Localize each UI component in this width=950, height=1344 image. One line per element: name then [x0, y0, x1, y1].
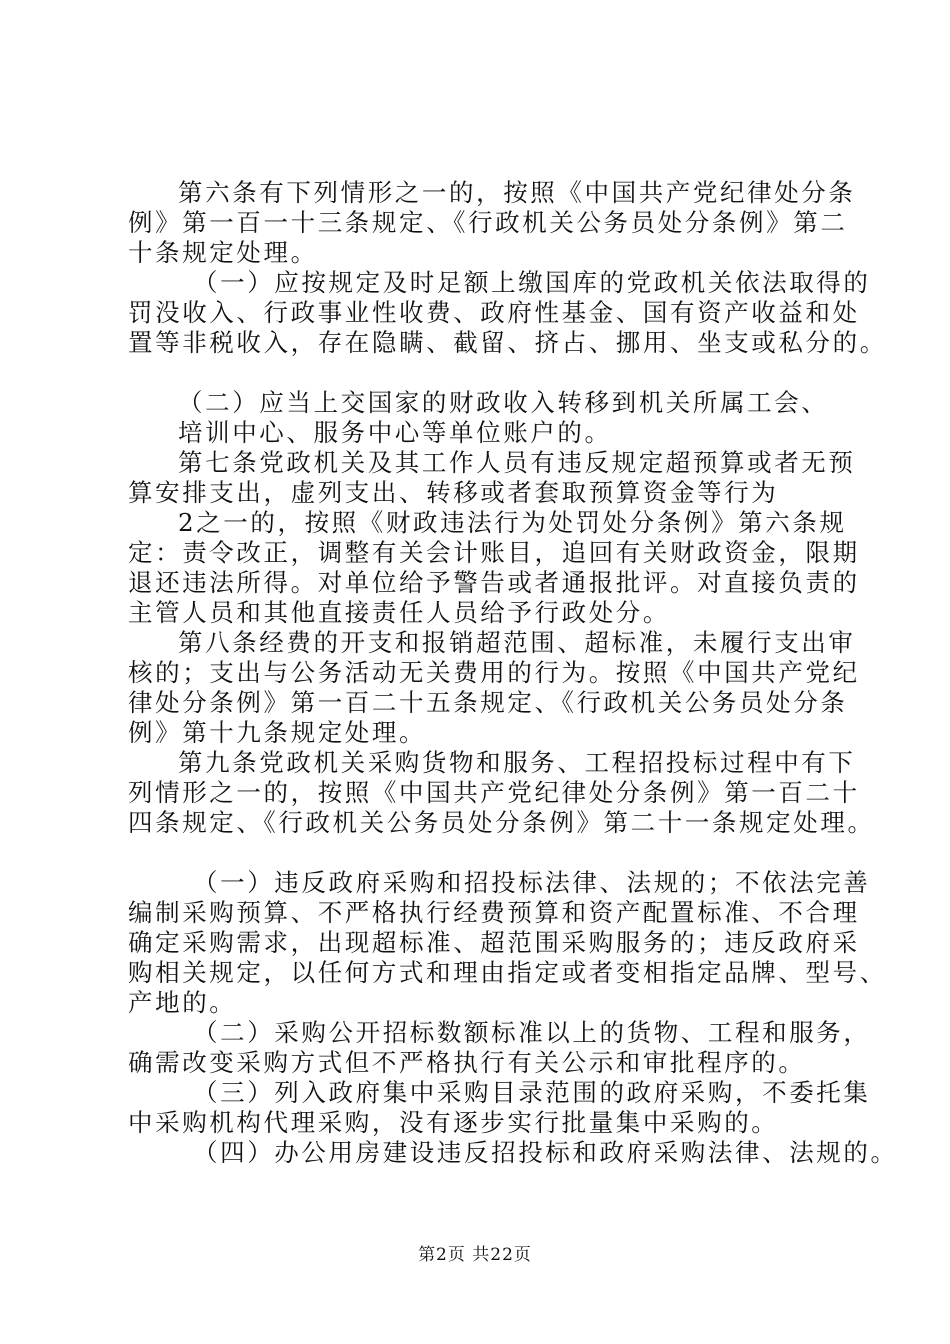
text-line: （三）列入政府集中采购目录范围的政府采购，不委托集 — [193, 1078, 871, 1107]
text-line: （一）应按规定及时足额上缴国库的党政机关依法取得的 — [193, 268, 871, 297]
text-line: 第七条党政机关及其工作人员有违反规定超预算或者无预 — [178, 448, 856, 477]
text-line: 律处分条例》第一百二十五条规定、《行政机关公务员处分条 — [128, 688, 848, 717]
text-line: 退还违法所得。对单位给予警告或者通报批评。对直接负责的 — [128, 568, 860, 597]
page-footer: 第2页 共22页 — [418, 1245, 532, 1265]
text-line: 四条规定、《行政机关公务员处分条例》第二十一条规定处理。 — [128, 808, 875, 837]
text-line: 编制采购预算、不严格执行经费预算和资产配置标准、不合理 — [128, 898, 860, 927]
paragraph-gap — [128, 358, 840, 388]
text-line: （二）应当上交国家的财政收入转移到机关所属工会、 — [178, 388, 829, 417]
text-line: 第八条经费的开支和报销超范围、超标准，未履行支出审 — [178, 628, 856, 657]
text-line: （四）办公用房建设违反招投标和政府采购法律、法规的。 — [193, 1138, 898, 1167]
text-line: 定：责令改正，调整有关会计账目，追回有关财政资金，限期 — [128, 538, 860, 567]
text-line: 购相关规定，以任何方式和理由指定或者变相指定品牌、型号、 — [128, 958, 887, 987]
text-line: 2之一的，按照《财政违法行为处罚处分条例》第六条规 — [178, 508, 847, 537]
text-line: 产地的。 — [128, 988, 237, 1017]
paragraph-gap — [128, 838, 840, 868]
text-line: 确需改变采购方式但不严格执行有关公示和审批程序的。 — [128, 1048, 806, 1077]
text-line: 培训中心、服务中心等单位账户的。 — [178, 418, 612, 447]
text-line: 算安排支出，虚列支出、转移或者套取预算资金等行为 — [128, 478, 779, 507]
text-line: （二）采购公开招标数额标准以上的货物、工程和服务， — [193, 1018, 871, 1047]
text-line: 第九条党政机关采购货物和服务、工程招投标过程中有下 — [178, 748, 856, 777]
text-line: 中采购机构代理采购，没有逐步实行批量集中采购的。 — [128, 1108, 779, 1137]
text-line: 例》第十九条规定处理。 — [128, 718, 427, 747]
text-line: 罚没收入、行政事业性收费、政府性基金、国有资产收益和处 — [128, 298, 860, 327]
text-line: 核的；支出与公务活动无关费用的行为。按照《中国共产党纪 — [128, 658, 860, 687]
text-line: 第六条有下列情形之一的，按照《中国共产党纪律处分条 — [178, 178, 856, 207]
text-line: 列情形之一的，按照《中国共产党纪律处分条例》第一百二十 — [128, 778, 860, 807]
text-line: （一）违反政府采购和招投标法律、法规的；不依法完善 — [193, 868, 871, 897]
text-line: 例》第一百一十三条规定、《行政机关公务员处分条例》第二 — [128, 208, 848, 237]
text-line: 确定采购需求，出现超标准、超范围采购服务的；违反政府采 — [128, 928, 860, 957]
text-line: 置等非税收入，存在隐瞒、截留、挤占、挪用、坐支或私分的。 — [128, 328, 887, 357]
text-line: 十条规定处理。 — [128, 238, 318, 267]
text-line: 主管人员和其他直接责任人员给予行政处分。 — [128, 598, 670, 627]
document-body — [128, 178, 898, 1168]
